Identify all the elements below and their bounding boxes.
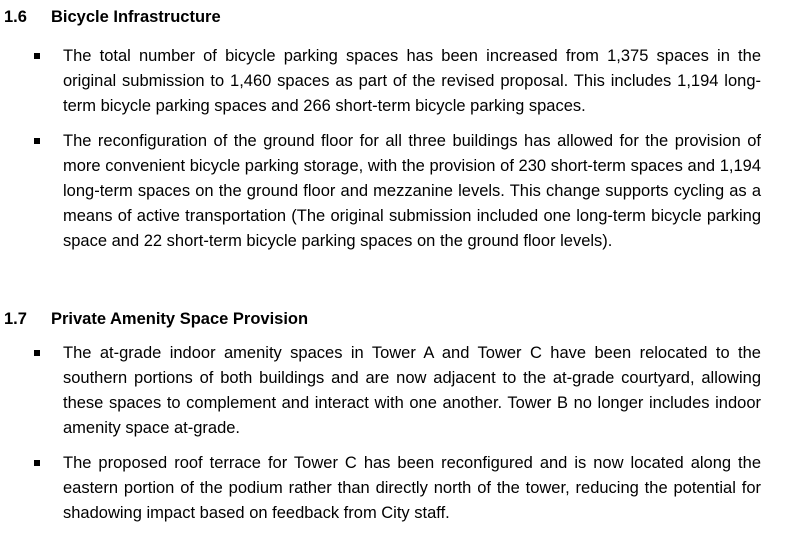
bullet-item [0,341,761,441]
section-title: Private Amenity Space Provision [51,310,309,328]
section-1-6 [0,5,803,254]
bullet-item [0,129,761,254]
bullet-text: The reconfiguration of the ground floor for all three buildings has allowed for the provision of more convenient bicycle parking storage, with the provision of 230 short-term spaces and 1,194 long-term spaces on the ground floor and mezzanine levels. This change supports cycling as a means of active transportation (The original submission included one long-term bicycle parking space and 22 short-term bicycle parking spaces on the ground floor levels). [63,132,761,250]
section-heading [0,307,803,331]
square-bullet-icon [34,460,40,466]
section-number: 1.6 [4,8,27,26]
square-bullet-icon [34,138,40,144]
section-number: 1.7 [4,310,27,328]
section-title: Bicycle Infrastructure [51,8,221,26]
section-heading [0,5,803,29]
square-bullet-icon [34,350,40,356]
bullet-text: The total number of bicycle parking spaces has been increased from 1,375 spaces in the original submission to 1,460 spaces as part of the revised proposal. This includes 1,194 long-term bicycle parking spaces and 266 short-term bicycle parking spaces. [63,47,761,115]
section-1-7 [0,307,803,526]
bullet-item [0,44,761,119]
bullet-item [0,451,761,526]
square-bullet-icon [34,53,40,59]
bullet-text: The proposed roof terrace for Tower C has been reconfigured and is now located along the eastern portion of the podium rather than directly north of the tower, reducing the potential for shadowing impact based on feedback from City staff. [63,454,761,522]
bullet-text: The at-grade indoor amenity spaces in Tower A and Tower C have been relocated to the southern portions of both buildings and are now adjacent to the at-grade courtyard, allowing these spaces to complement and interact with one another. Tower B no longer includes indoor amenity space at-grade. [63,344,761,437]
